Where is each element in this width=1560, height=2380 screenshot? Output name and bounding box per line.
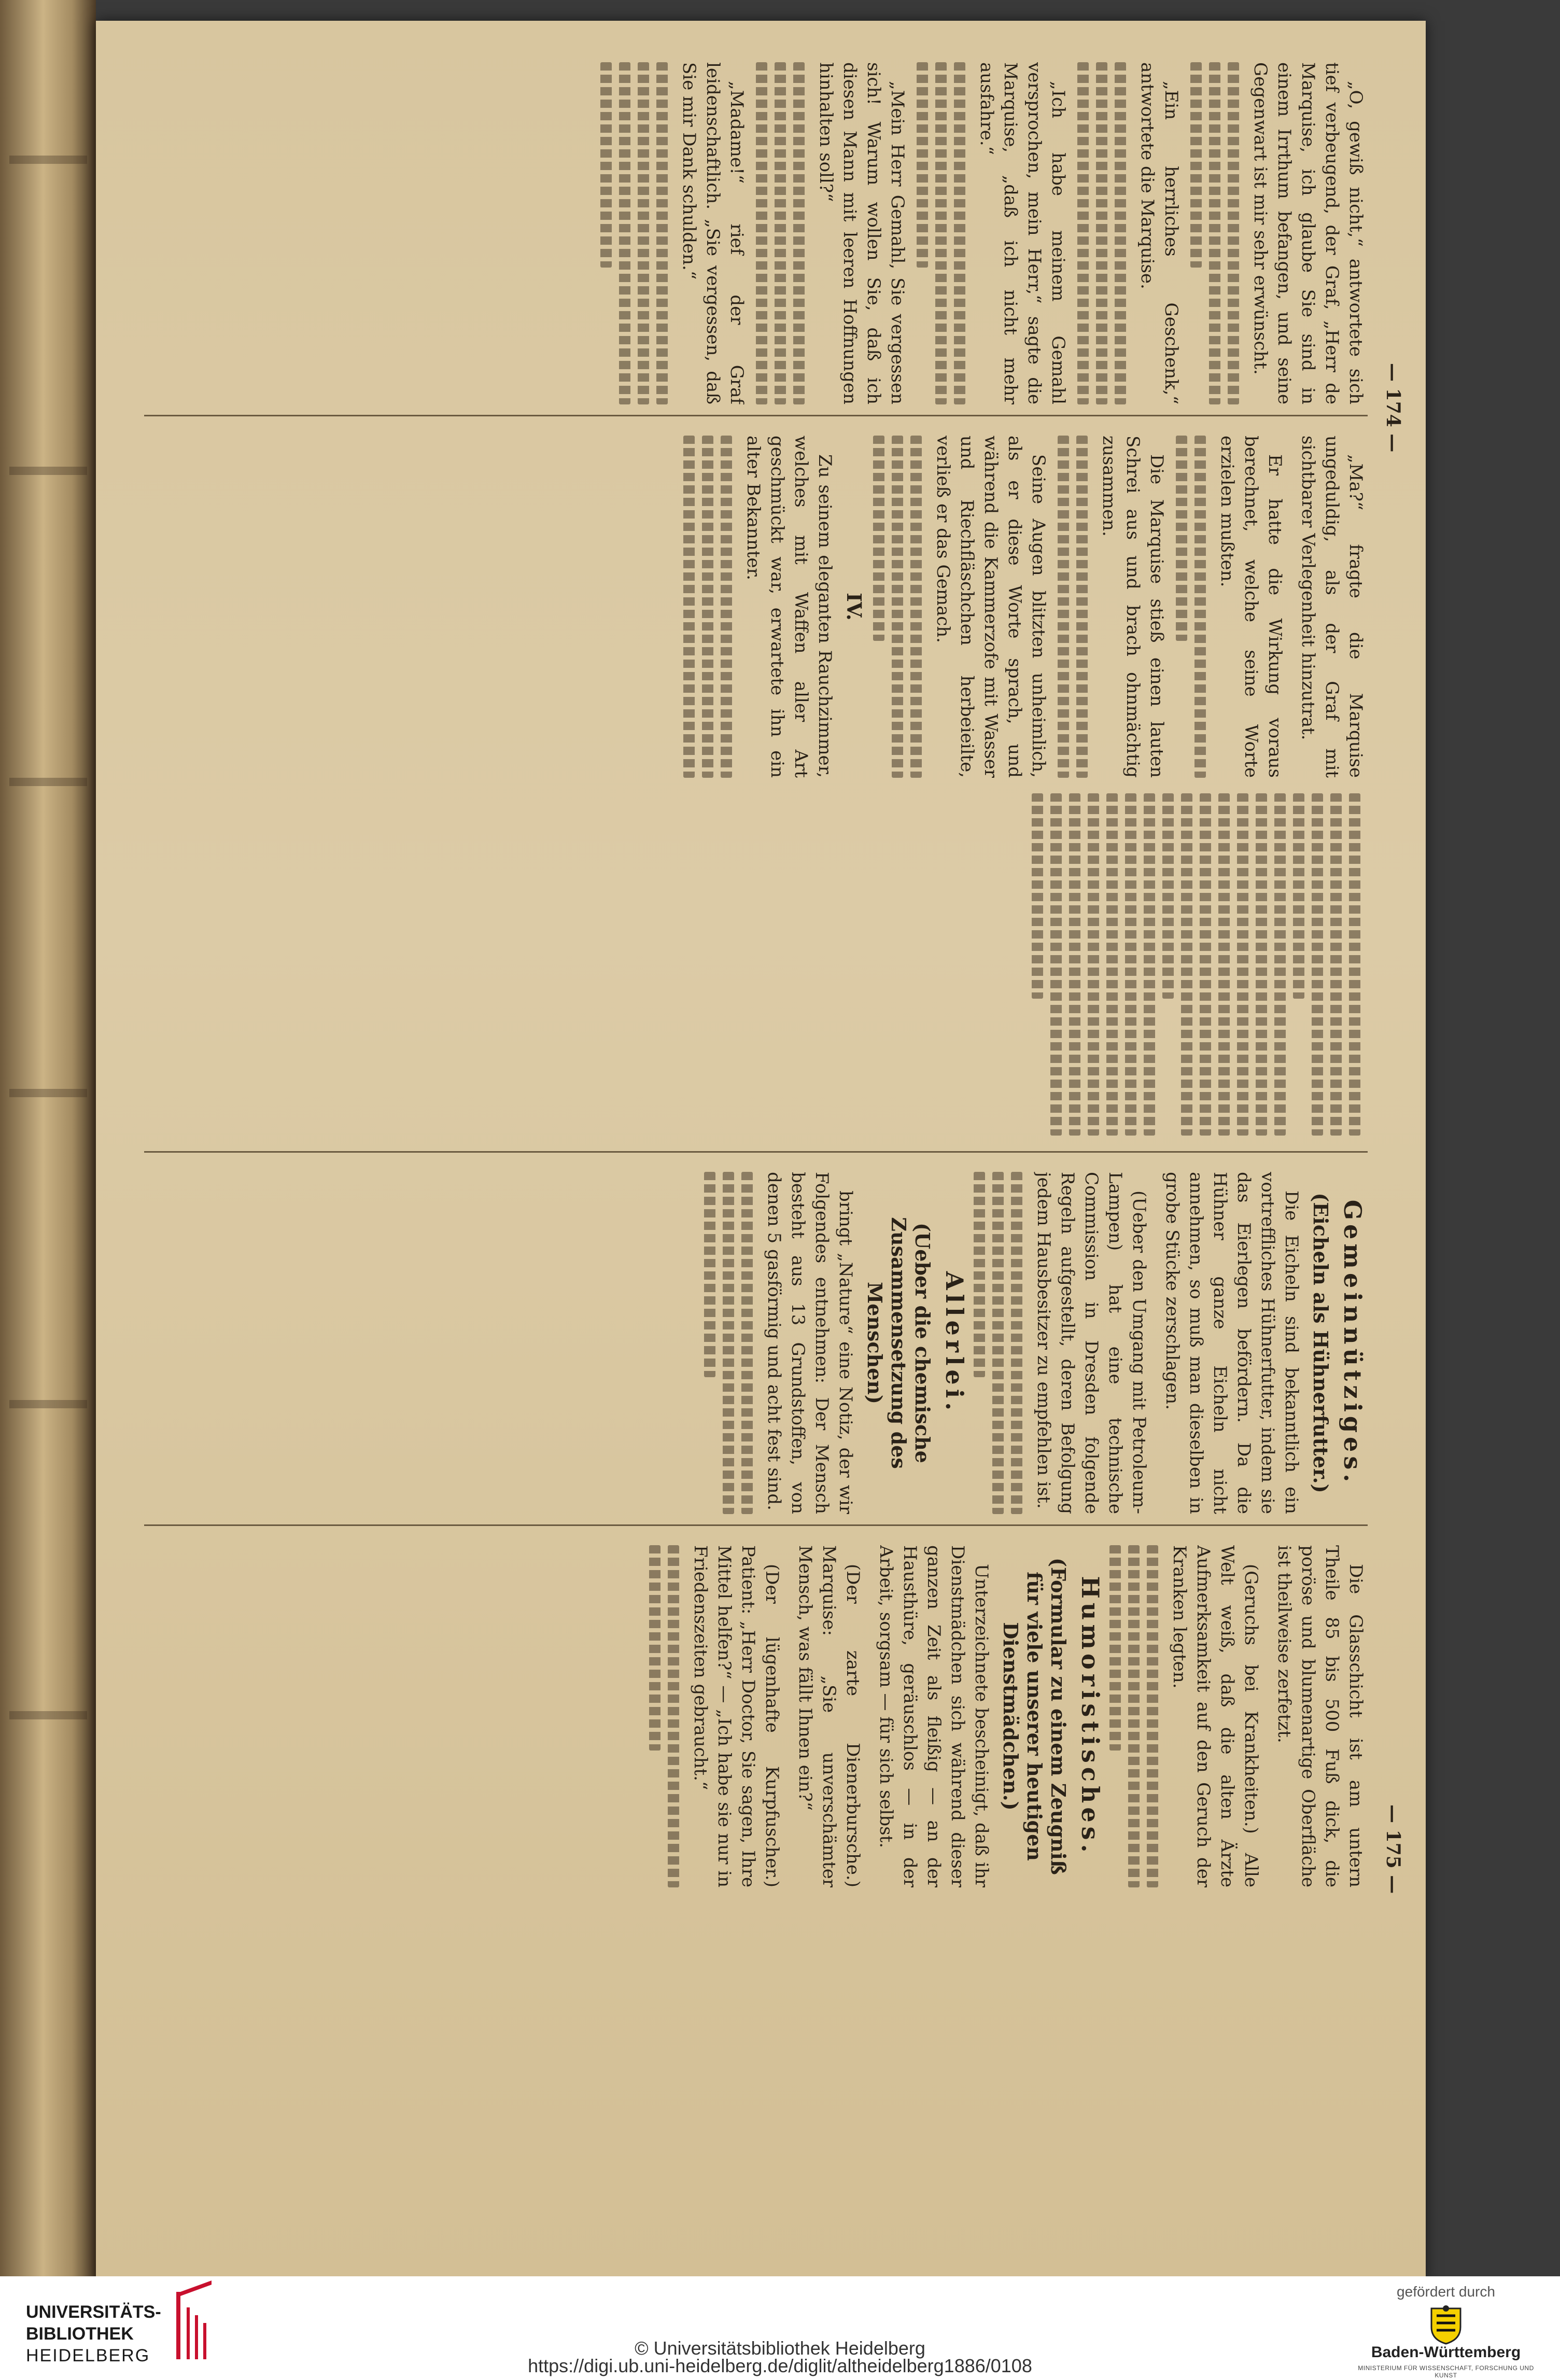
newspaper-page	[96, 21, 1426, 2276]
paragraph: Er hatte die Wirkung voraus berechnet, welche seine Worte erzielen mußten.	[1216, 436, 1285, 778]
paragraph: (Ueber den Umgang mit Petroleum-Lampen) hat eine technische Commission in Dresden folgende Regeln aufgestellt, deren Befolgung jedem Hausbesitzer zu empfehlen ist.	[1033, 1172, 1149, 1514]
column-1	[134, 62, 1368, 404]
logo-text-line1: UNIVERSITÄTS-	[26, 2302, 161, 2322]
adjacent-page-strip	[0, 0, 96, 2276]
paragraph: Seine Augen blitzten unheimlich, als er diese Worte sprach, und während die Kammerzofe mit Wasser und Riechfläschchen herbeieilte, verließ er das Gemach.	[932, 436, 1049, 778]
rotated-page-content	[108, 31, 1414, 2271]
sponsor-label: gefördert durch	[1397, 2284, 1495, 2300]
page-number-left: — 174 —	[1382, 363, 1404, 453]
column-3	[134, 793, 1368, 1136]
paragraph: „Madame!“ rief der Graf leidenschaftlich. „Sie vergessen, daß Sie mir Dank schulden.“	[678, 62, 747, 404]
paragraph: (Der lügenhafte Kurpfuscher.) Patient: „Herr Doctor, Sie sagen, Ihre Mittel helfen?“ — „Ich habe sie nur in Friedenszeiten gebraucht.“	[690, 1545, 782, 1887]
column-rule	[144, 415, 1368, 416]
section-number: IV.	[842, 593, 866, 621]
paragraph: Die Marquise stieß einen lauten Schrei aus und brach ohnmächtig zusammen.	[1098, 436, 1167, 778]
copyright-notice: © Universitätsbibliothek Heidelberg	[635, 2337, 925, 2359]
paragraph: Die Eicheln sind bekanntlich ein vortreffliches Hühnerfutter, indem sie das Eierlegen befördern. Da die Hühner ganze Eicheln nicht annehmen, so muß man dieselben in grobe Stücke zerschlagen.	[1161, 1172, 1302, 1514]
paragraph: (Der zarte Dienerbursche.) Marquise: „Sie unverschämter Mensch, was fällt Ihnen ein?“	[794, 1545, 863, 1887]
paragraph: Unterzeichnete bescheinigt, daß ihr Dienstmädchen sich während dieser ganzen Zeit als fleißig — an der Hausthüre, geräuschlos — in der Arbeit, sorgsam — für sich selbst.	[875, 1545, 992, 1887]
footer	[0, 2276, 1560, 2380]
logo-text-line2: BIBLIOTHEK	[26, 2324, 134, 2344]
paragraph: „Ma?“ fragte die Marquise ungeduldig, als der Graf mit sichtbarer Verlegenheit hinzutrat.	[1297, 436, 1366, 778]
page-number-right: — 175 —	[1382, 1804, 1404, 1894]
paragraph: „O, gewiß nicht,“ antwortete sich tief verbeugend, der Graf, „Herr de Marquise, ich glaube Sie sind in einem Irrthum befangen, und seine Gegenwart ist mir sehr erwünscht.	[1249, 62, 1366, 404]
sponsor-ministry: MINISTERIUM FÜR WISSENSCHAFT, FORSCHUNG UND KUNST	[1358, 2364, 1534, 2379]
permalink-url[interactable]: https://digi.ub.uni-heidelberg.de/diglit/altheidelberg1886/0108	[528, 2355, 1032, 2376]
paragraph: (Geruchs bei Krankheiten.) Alle Welt weiß, daß die alten Ärzte Aufmerksamkeit auf den Geruch der Kranken legten.	[1169, 1545, 1261, 1887]
section-heading: Humoristisches.	[1076, 1576, 1104, 1857]
baden-wuerttemberg-crest-icon	[1425, 2304, 1467, 2346]
sponsor-name: Baden-Württemberg	[1371, 2344, 1521, 2361]
section-heading: Gemeinnütziges.	[1338, 1199, 1367, 1487]
paragraph: Zu seinem eleganten Rauchzimmer, welches mit Waffen aller Art geschmückt war, erwartete ihn ein alter Bekannter.	[742, 436, 835, 778]
column-2	[134, 436, 1368, 778]
paragraph: „Mein Herr Gemahl, Sie vergessen sich! Warum wollen Sie, daß ich diesen Mann mit leeren Hoffnungen hinhalten soll?“	[815, 62, 908, 404]
column-4	[134, 1172, 1368, 1514]
article-subheading: (Formular zu einem Zeugniß für viele unserer heutigen Dienstmädchen.)	[999, 1558, 1070, 1875]
paragraph: Die Glasschicht ist am untern Theile 85 bis 500 Fuß dick, die poröse und blumenartige Oberfläche ist theilweise zerfetzt.	[1273, 1545, 1366, 1887]
sponsor-block	[1347, 2281, 1544, 2379]
paragraph: bringt „Nature“ eine Notiz, der wir Folgendes entnehmen: Der Mensch besteht aus 13 Grundstoffen, von denen 5 gasförmig und acht fest sind.	[763, 1172, 856, 1514]
paragraph: „Ein herrliches Geschenk,“ antwortete die Marquise.	[1136, 62, 1182, 404]
paragraph: „Ich habe meinem Gemahl versprochen, mein Herr,“ sagte die Marquise, „daß ich nicht mehr ausfahre.“	[976, 62, 1069, 404]
column-rule	[144, 1524, 1368, 1526]
section-heading: Allerlei.	[940, 1271, 968, 1415]
page-fold-rule	[144, 1151, 1368, 1153]
column-5	[134, 1545, 1368, 1887]
article-subheading: (Ueber die chemische Zusammensetzung des Menschen)	[863, 1217, 934, 1469]
logo-text-line3: HEIDELBERG	[26, 2346, 150, 2365]
article-subheading: (Eicheln als Hühnerfutter.)	[1309, 1193, 1332, 1493]
